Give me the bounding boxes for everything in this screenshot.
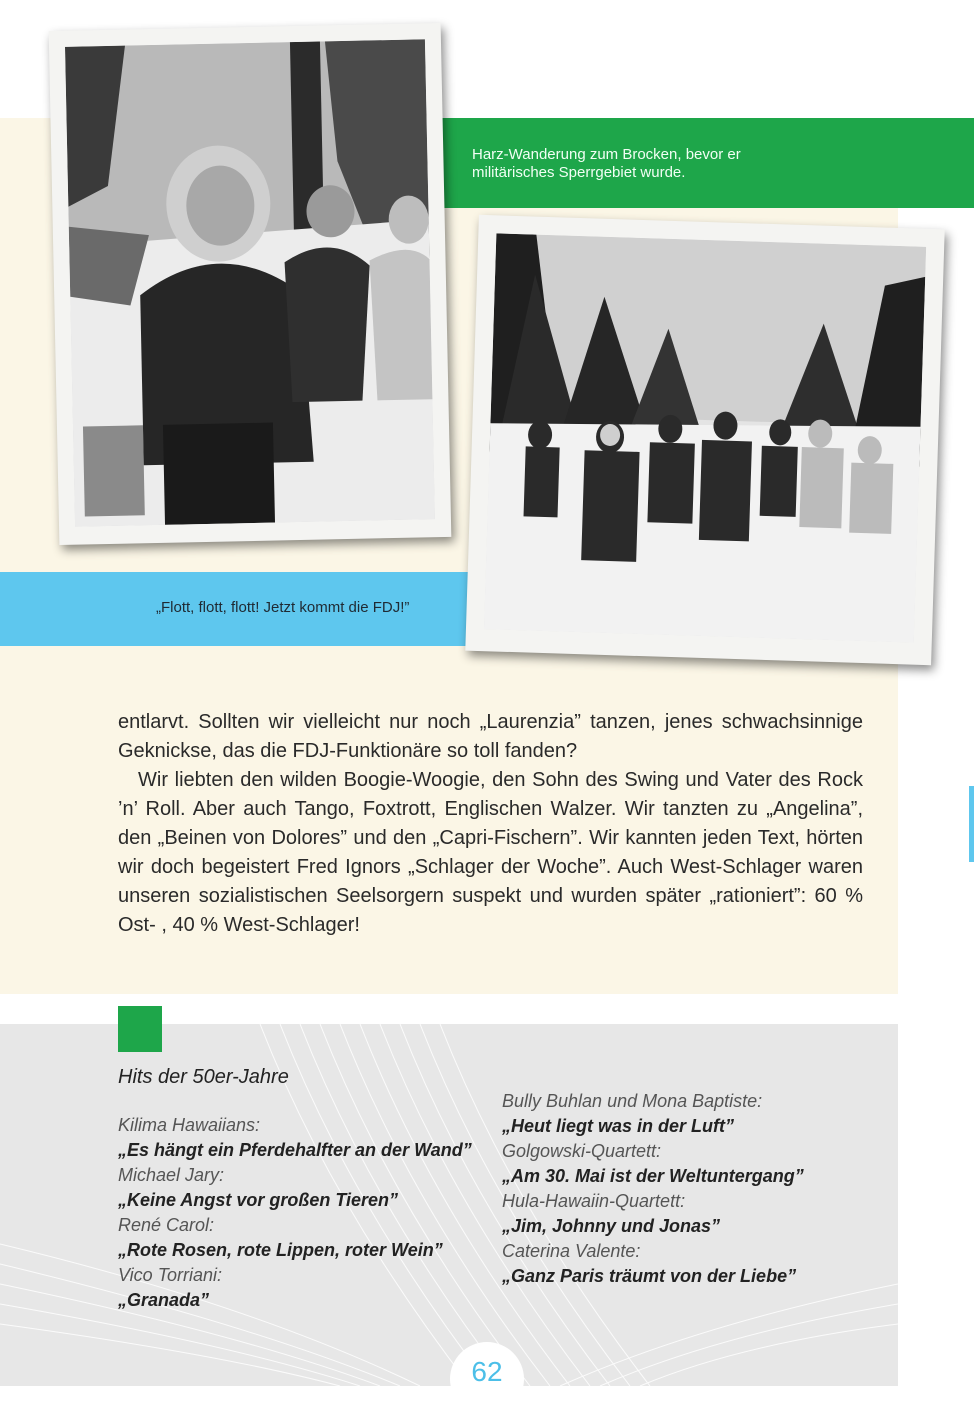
hits-column-right	[502, 1089, 804, 1289]
hit-artist: Hula-Hawaiin-Quartett:	[502, 1191, 686, 1211]
hits-column-left	[118, 1113, 472, 1313]
photo-women-snow-image	[65, 39, 435, 526]
photo-group-running-image	[484, 233, 926, 642]
hit-artist: Golgowski-Quartett:	[502, 1141, 662, 1161]
hit-song: „Granada”	[118, 1290, 210, 1310]
hit-song: „Heut liegt was in der Luft”	[502, 1116, 735, 1136]
green-accent-square	[118, 1006, 162, 1052]
hit-song: „Rote Rosen, rote Lippen, roter Wein”	[118, 1240, 443, 1260]
page-number: 62	[471, 1356, 503, 1387]
hit-song: „Jim, Johnny und Jonas”	[502, 1216, 721, 1236]
hit-song: „Am 30. Mai ist der Weltuntergang”	[502, 1166, 804, 1186]
body-text	[118, 708, 863, 940]
hits-title: Hits der 50er-Jahre	[118, 1066, 289, 1088]
hit-artist: Bully Buhlan und Mona Baptiste:	[502, 1091, 763, 1111]
hit-song: „Es hängt ein Pferdehalfter an der Wand”	[118, 1140, 472, 1160]
hit-artist: René Carol:	[118, 1215, 215, 1235]
photo-group-running	[465, 215, 944, 665]
body-paragraph-1: entlarvt. Sollten wir vielleicht nur noch „Laurenzia” tanzen, jenes schwachsinnige Geknickse, das die FDJ-Funktionäre so toll fanden?	[118, 711, 863, 762]
page-edge-marker	[969, 786, 974, 862]
hit-artist: Vico Torriani:	[118, 1265, 223, 1285]
caption-brocken: Harz-Wanderung zum Brocken, bevor er militärisches Sperrgebiet wurde.	[472, 146, 741, 181]
photo-women-snow	[49, 23, 452, 545]
hit-artist: Caterina Valente:	[502, 1241, 641, 1261]
caption-fdj: „Flott, flott, flott! Jetzt kommt die FDJ!”	[156, 599, 410, 616]
hit-song: „Keine Angst vor großen Tieren”	[118, 1190, 399, 1210]
body-paragraph-2: Wir liebten den wilden Boogie-Woogie, den Sohn des Swing und Vater des Rock ’n’ Roll. Aber auch Tango, Foxtrott, Englischen Walzer. Wir tanzten zu „Angelina”, den „Beinen von Dolores” und den „Capri-Fischern”. Wir kannten jeden Text, hörten wir doch begeistert Fred Ignors „Schlager der Woche”. Auch West-Schlager waren unseren sozialistischen Seelsorgern suspekt und wurden später „rationiert”: 60 % Ost- , 40 % West-Schlager!	[118, 769, 863, 936]
hit-artist: Michael Jary:	[118, 1165, 225, 1185]
green-caption-box	[436, 118, 974, 208]
hit-artist: Kilima Hawaiians:	[118, 1115, 261, 1135]
hit-song: „Ganz Paris träumt von der Liebe”	[502, 1266, 797, 1286]
